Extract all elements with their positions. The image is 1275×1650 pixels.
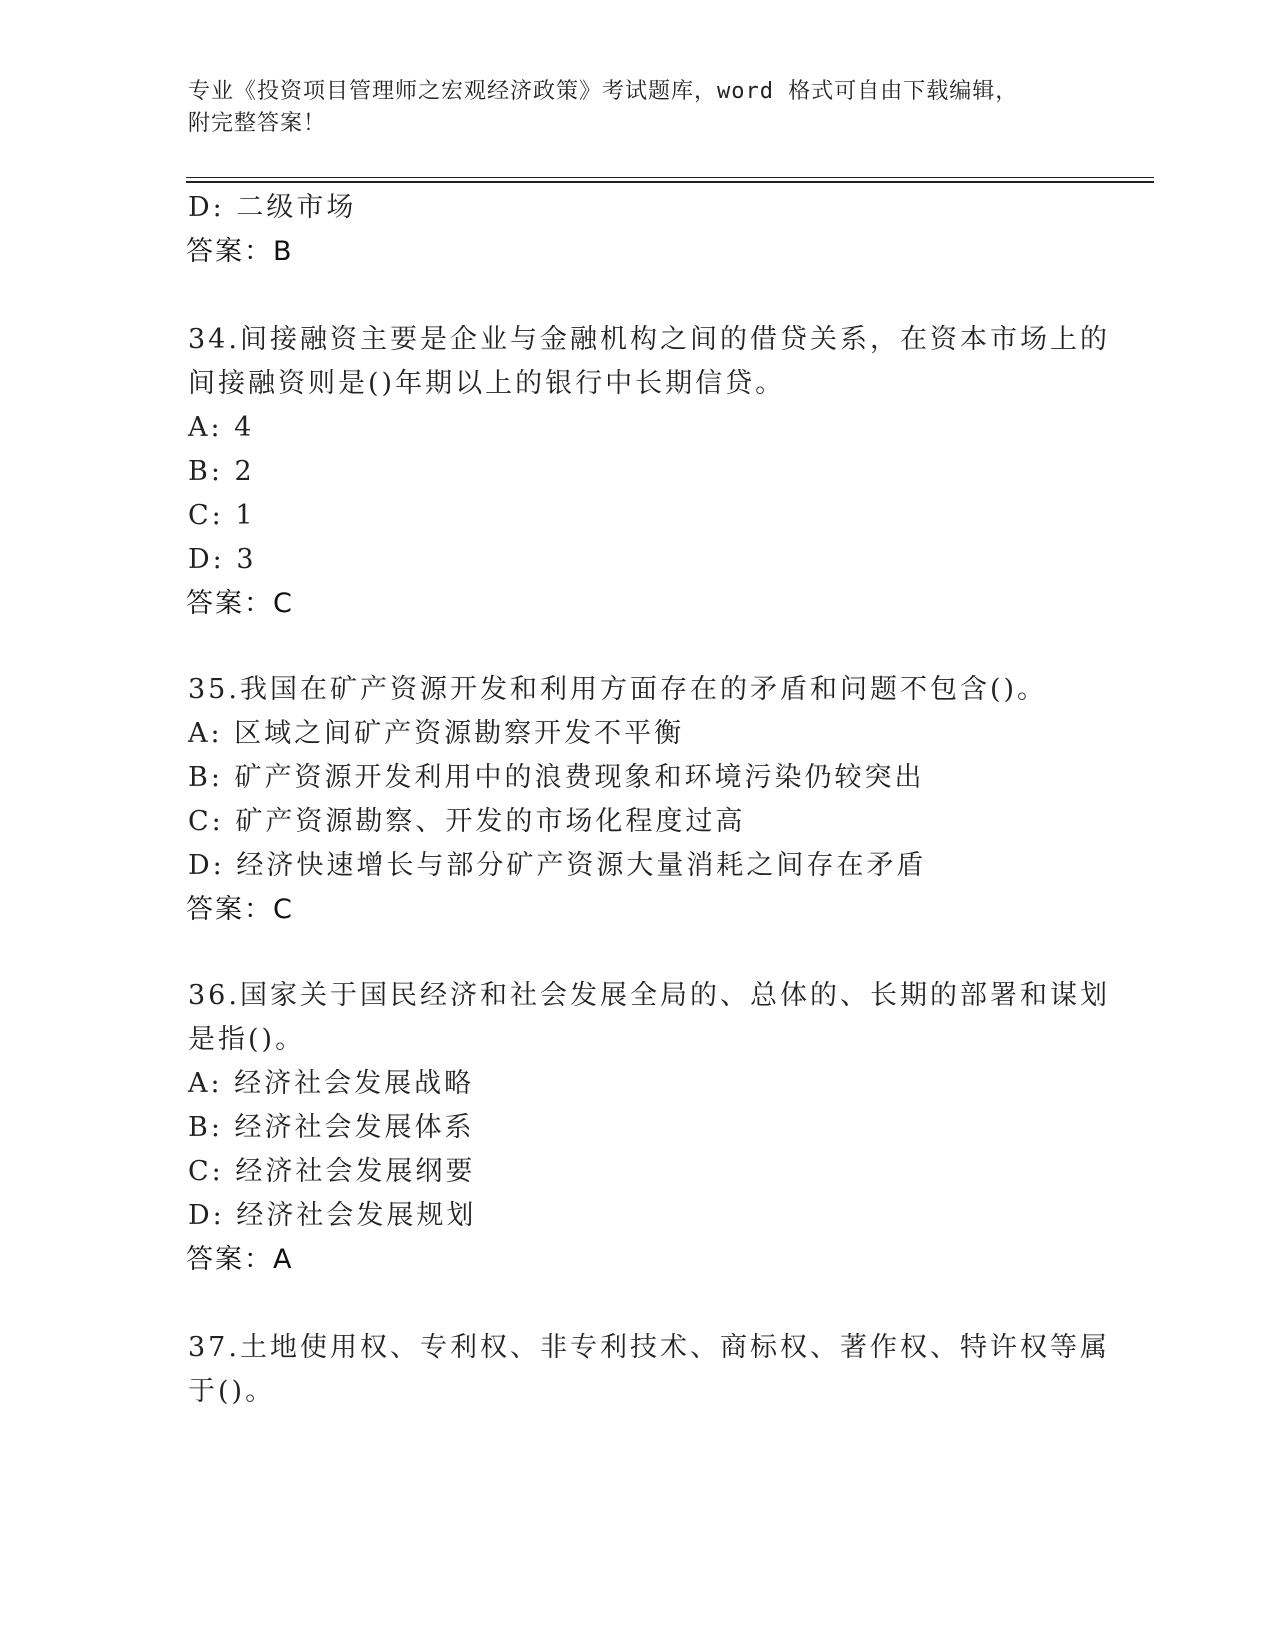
q35-stem-line-1: 35.我国在矿产资源开发和利用方面存在的矛盾和问题不包含()。: [188, 674, 1048, 705]
q36-answer: 答案：A: [186, 1244, 294, 1275]
q36-stem-line-2: 是指()。: [188, 1024, 306, 1055]
q34-stem-line-2: 间接融资则是()年期以上的银行中长期信贷。: [188, 368, 786, 399]
q37-stem-line-1: 37.土地使用权、专利权、非专利技术、商标权、著作权、特许权等属: [188, 1332, 1110, 1363]
q36-option-b: B: 经济社会发展体系: [188, 1112, 475, 1143]
q37-stem-line-2: 于()。: [188, 1376, 276, 1407]
header-line-2: 附完整答案！: [188, 111, 327, 136]
q34-answer: 答案：C: [186, 588, 294, 619]
q36-option-c: C: 经济社会发展纲要: [188, 1156, 476, 1187]
header-line-1: 专业《投资项目管理师之宏观经济政策》考试题库，word 格式可自由下载编辑，: [188, 79, 1019, 104]
prev-option-d: D: 二级市场: [188, 192, 357, 223]
q34-stem-line-1: 34.间接融资主要是企业与金融机构之间的借贷关系，在资本市场上的: [188, 324, 1110, 355]
q35-option-d: D: 经济快速增长与部分矿产资源大量消耗之间存在矛盾: [188, 850, 927, 881]
q35-answer: 答案：C: [186, 894, 294, 925]
q34-option-d: D: 3: [188, 544, 257, 575]
header-divider-thick: [186, 181, 1154, 183]
q36-option-d: D: 经济社会发展规划: [188, 1200, 477, 1231]
q35-option-b: B: 矿产资源开发利用中的浪费现象和环境污染仍较突出: [188, 762, 925, 793]
q36-option-a: A: 经济社会发展战略: [188, 1068, 475, 1099]
document-header: [188, 76, 1068, 140]
q35-option-a: A: 区域之间矿产资源勘察开发不平衡: [188, 718, 685, 749]
header-divider-thin: [186, 177, 1154, 178]
q34-option-a: A: 4: [188, 412, 255, 443]
prev-answer: 答案：B: [186, 236, 294, 267]
q35-option-c: C: 矿产资源勘察、开发的市场化程度过高: [188, 806, 746, 837]
q34-option-b: B: 2: [188, 456, 255, 487]
q36-stem-line-1: 36.国家关于国民经济和社会发展全局的、总体的、长期的部署和谋划: [188, 980, 1110, 1011]
q34-option-c: C: 1: [188, 500, 256, 531]
